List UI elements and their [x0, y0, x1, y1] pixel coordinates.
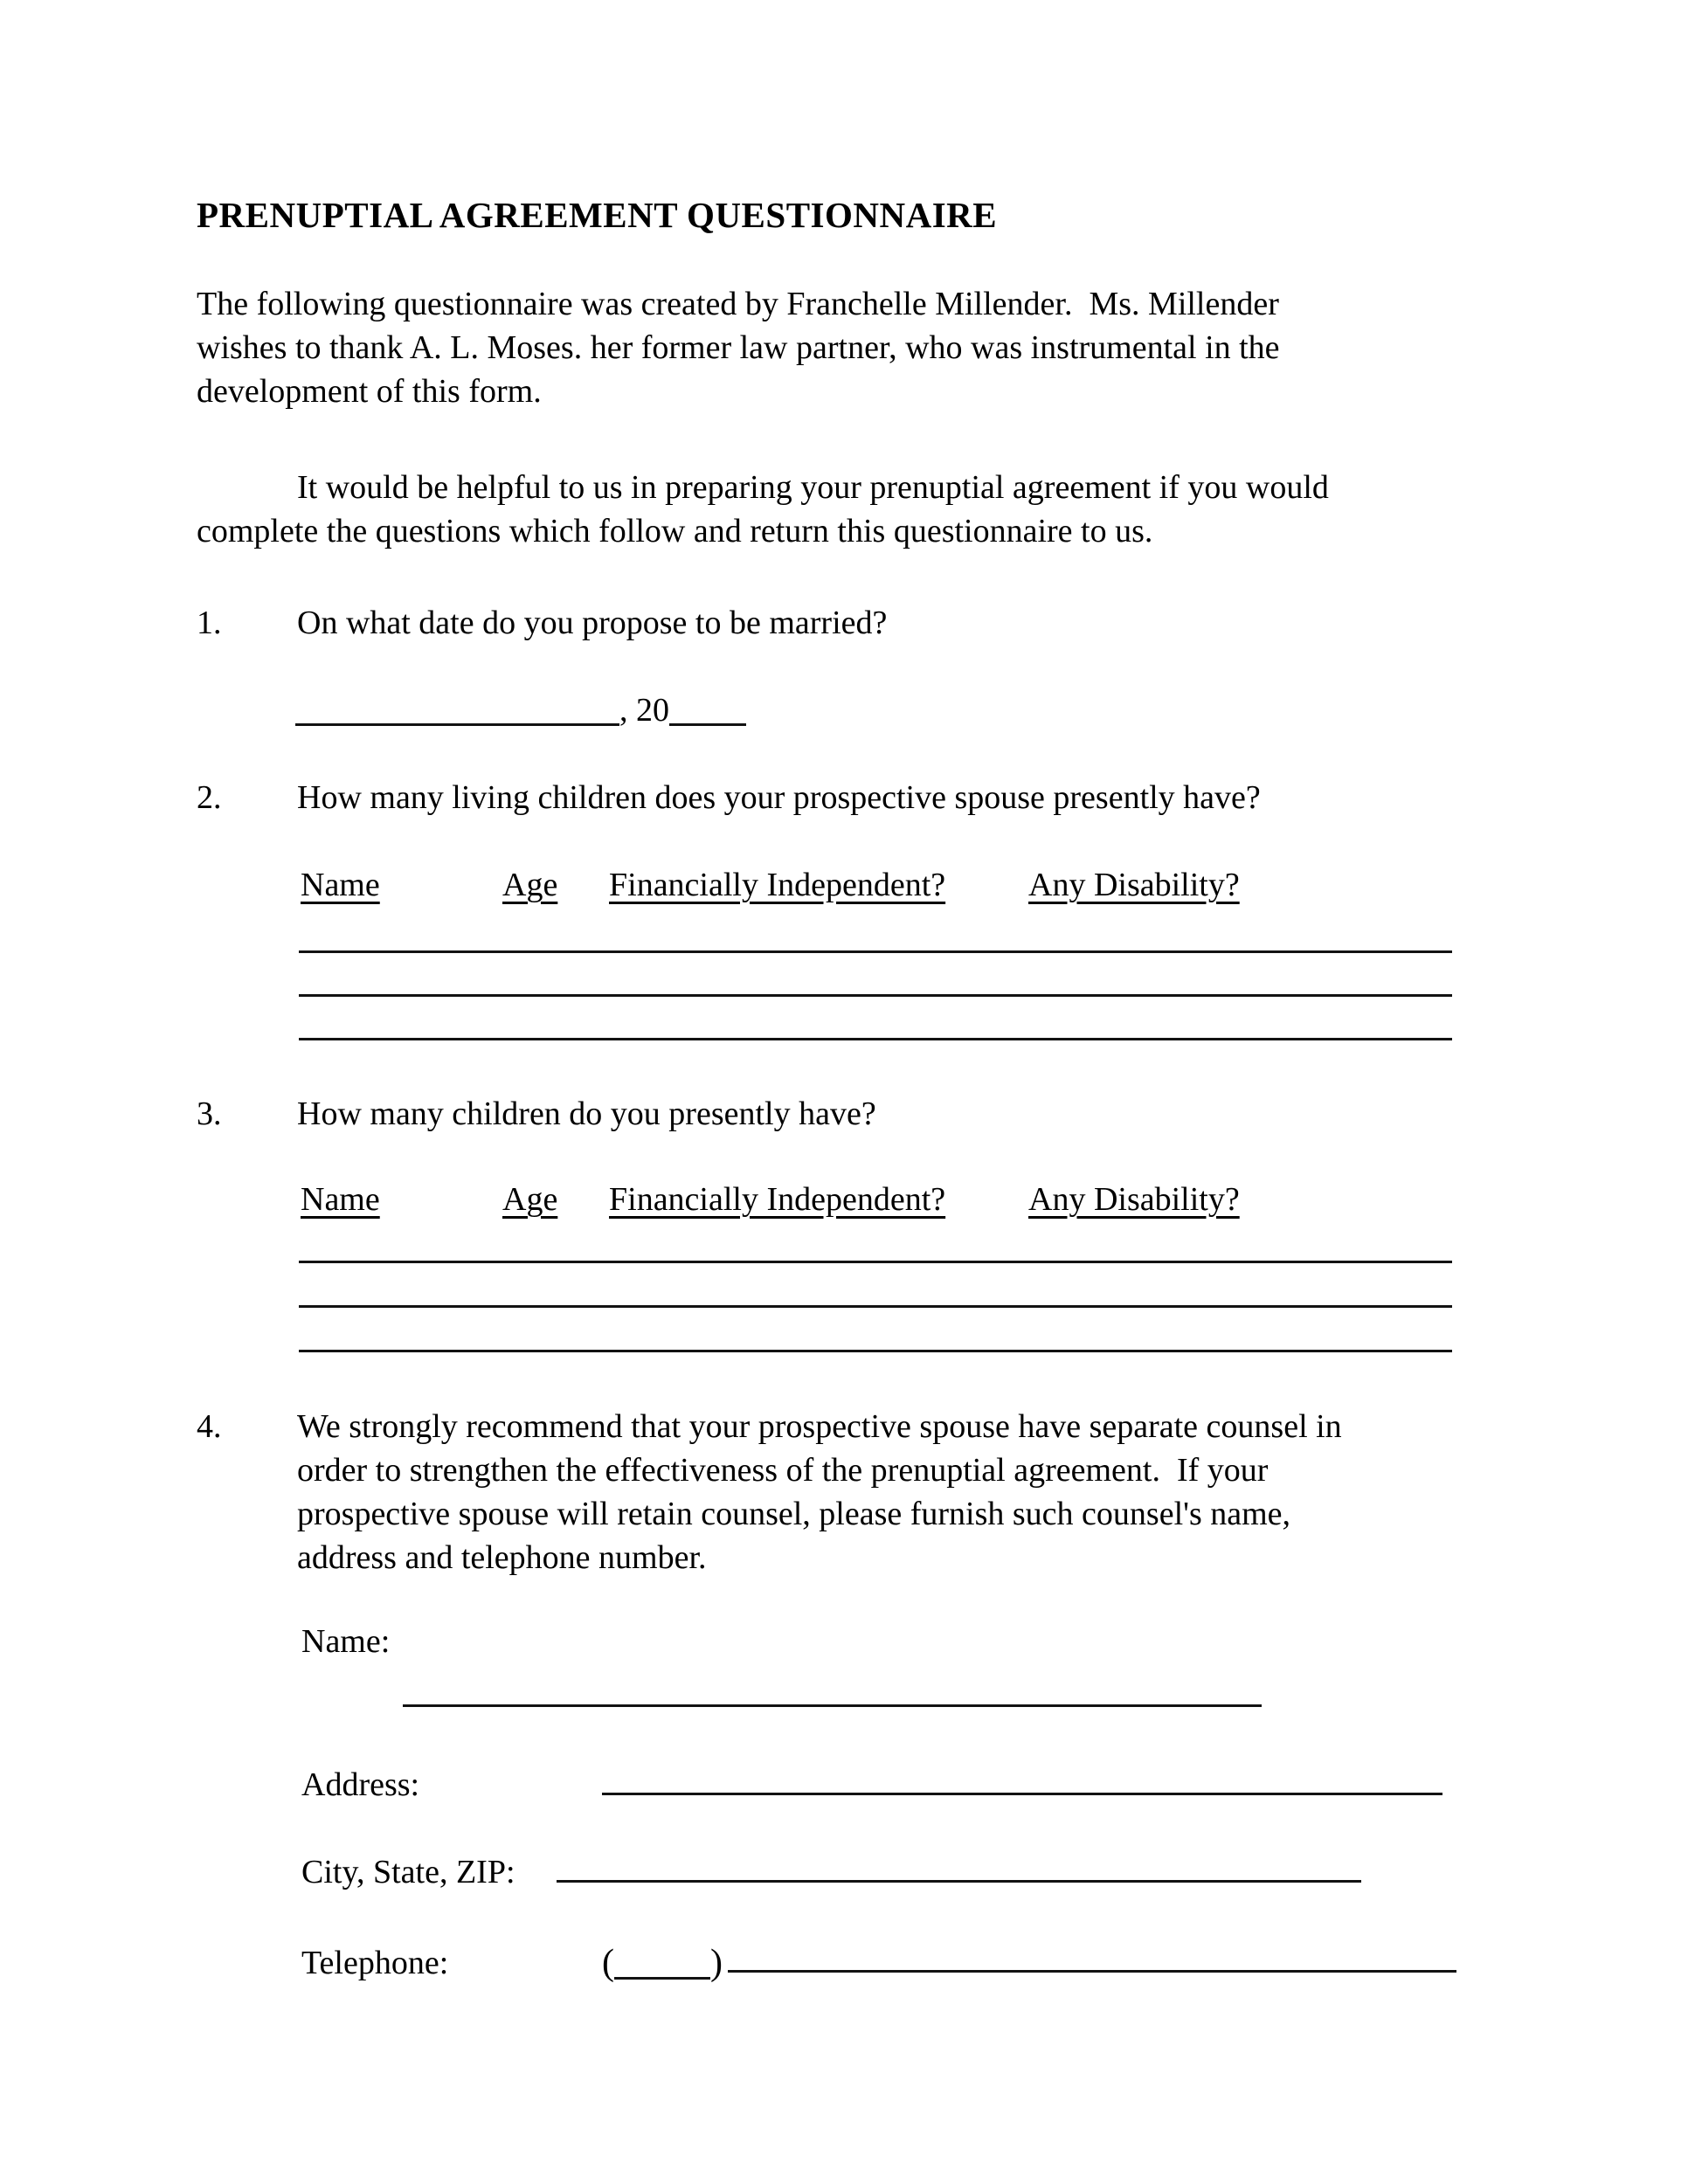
intro-line-1: The following questionnaire was created by Franchelle Millender. Ms. Millender	[197, 286, 1279, 322]
instructions-line-1: It would be helpful to us in preparing your prenuptial agreement if you would	[297, 469, 1329, 506]
q4-line-2: order to strengthen the effectiveness of the prenuptial agreement. If your	[297, 1452, 1269, 1489]
counsel-telephone-blank	[728, 1970, 1456, 1973]
q4-line-3: prospective spouse will retain counsel, please furnish such counsel's name,	[297, 1496, 1291, 1532]
counsel-address-blank	[602, 1793, 1442, 1795]
q3-text: How many children do you presently have?	[297, 1095, 876, 1132]
q4-line-1: We strongly recommend that your prospective spouse have separate counsel in	[297, 1408, 1342, 1445]
q1-date-blank-row	[295, 688, 746, 732]
q1-date-blank	[295, 723, 619, 726]
q1-year-prefix: , 20	[619, 692, 669, 729]
q2-header-financially-independent: Financially Independent?	[609, 867, 946, 903]
q3-header-age: Age	[502, 1181, 558, 1218]
q3-blank-line-1	[299, 1261, 1452, 1263]
q2-header-age: Age	[502, 867, 558, 903]
q3-header-name: Name	[301, 1181, 380, 1218]
q3-header-any-disability: Any Disability?	[1028, 1181, 1240, 1218]
q2-blank-line-2	[299, 994, 1452, 997]
counsel-telephone-label: Telephone:	[301, 1945, 449, 1981]
area-code-blank	[614, 1977, 710, 1980]
q3-blank-line-3	[299, 1350, 1452, 1352]
intro-line-3: development of this form.	[197, 373, 542, 410]
q2-blank-line-1	[299, 950, 1452, 953]
instructions-line-2: complete the questions which follow and return this questionnaire to us.	[197, 513, 1153, 549]
q4-number: 4.	[197, 1408, 222, 1445]
q1-number: 1.	[197, 605, 222, 641]
intro-line-2: wishes to thank A. L. Moses. her former law partner, who was instrumental in the	[197, 329, 1280, 366]
q2-text: How many living children does your prospective spouse presently have?	[297, 779, 1261, 816]
area-code-open-paren: (	[602, 1943, 614, 1983]
q2-blank-line-3	[299, 1038, 1452, 1040]
counsel-telephone-area-code	[602, 1941, 723, 1986]
counsel-address-label: Address:	[301, 1766, 420, 1803]
q4-line-4: address and telephone number.	[297, 1539, 707, 1576]
counsel-name-blank	[403, 1704, 1262, 1707]
q1-text: On what date do you propose to be married?	[297, 605, 888, 641]
page-title: PRENUPTIAL AGREEMENT QUESTIONNAIRE	[197, 195, 998, 235]
q2-header-name: Name	[301, 867, 380, 903]
q3-blank-line-2	[299, 1305, 1452, 1308]
area-code-close-paren: )	[710, 1943, 723, 1983]
q1-year-blank	[669, 723, 746, 726]
q3-header-financially-independent: Financially Independent?	[609, 1181, 946, 1218]
counsel-city-state-zip-blank	[557, 1880, 1361, 1883]
counsel-city-state-zip-label: City, State, ZIP:	[301, 1854, 515, 1890]
q2-number: 2.	[197, 779, 222, 816]
counsel-name-label: Name:	[301, 1623, 391, 1660]
q2-header-any-disability: Any Disability?	[1028, 867, 1240, 903]
q3-number: 3.	[197, 1095, 222, 1132]
